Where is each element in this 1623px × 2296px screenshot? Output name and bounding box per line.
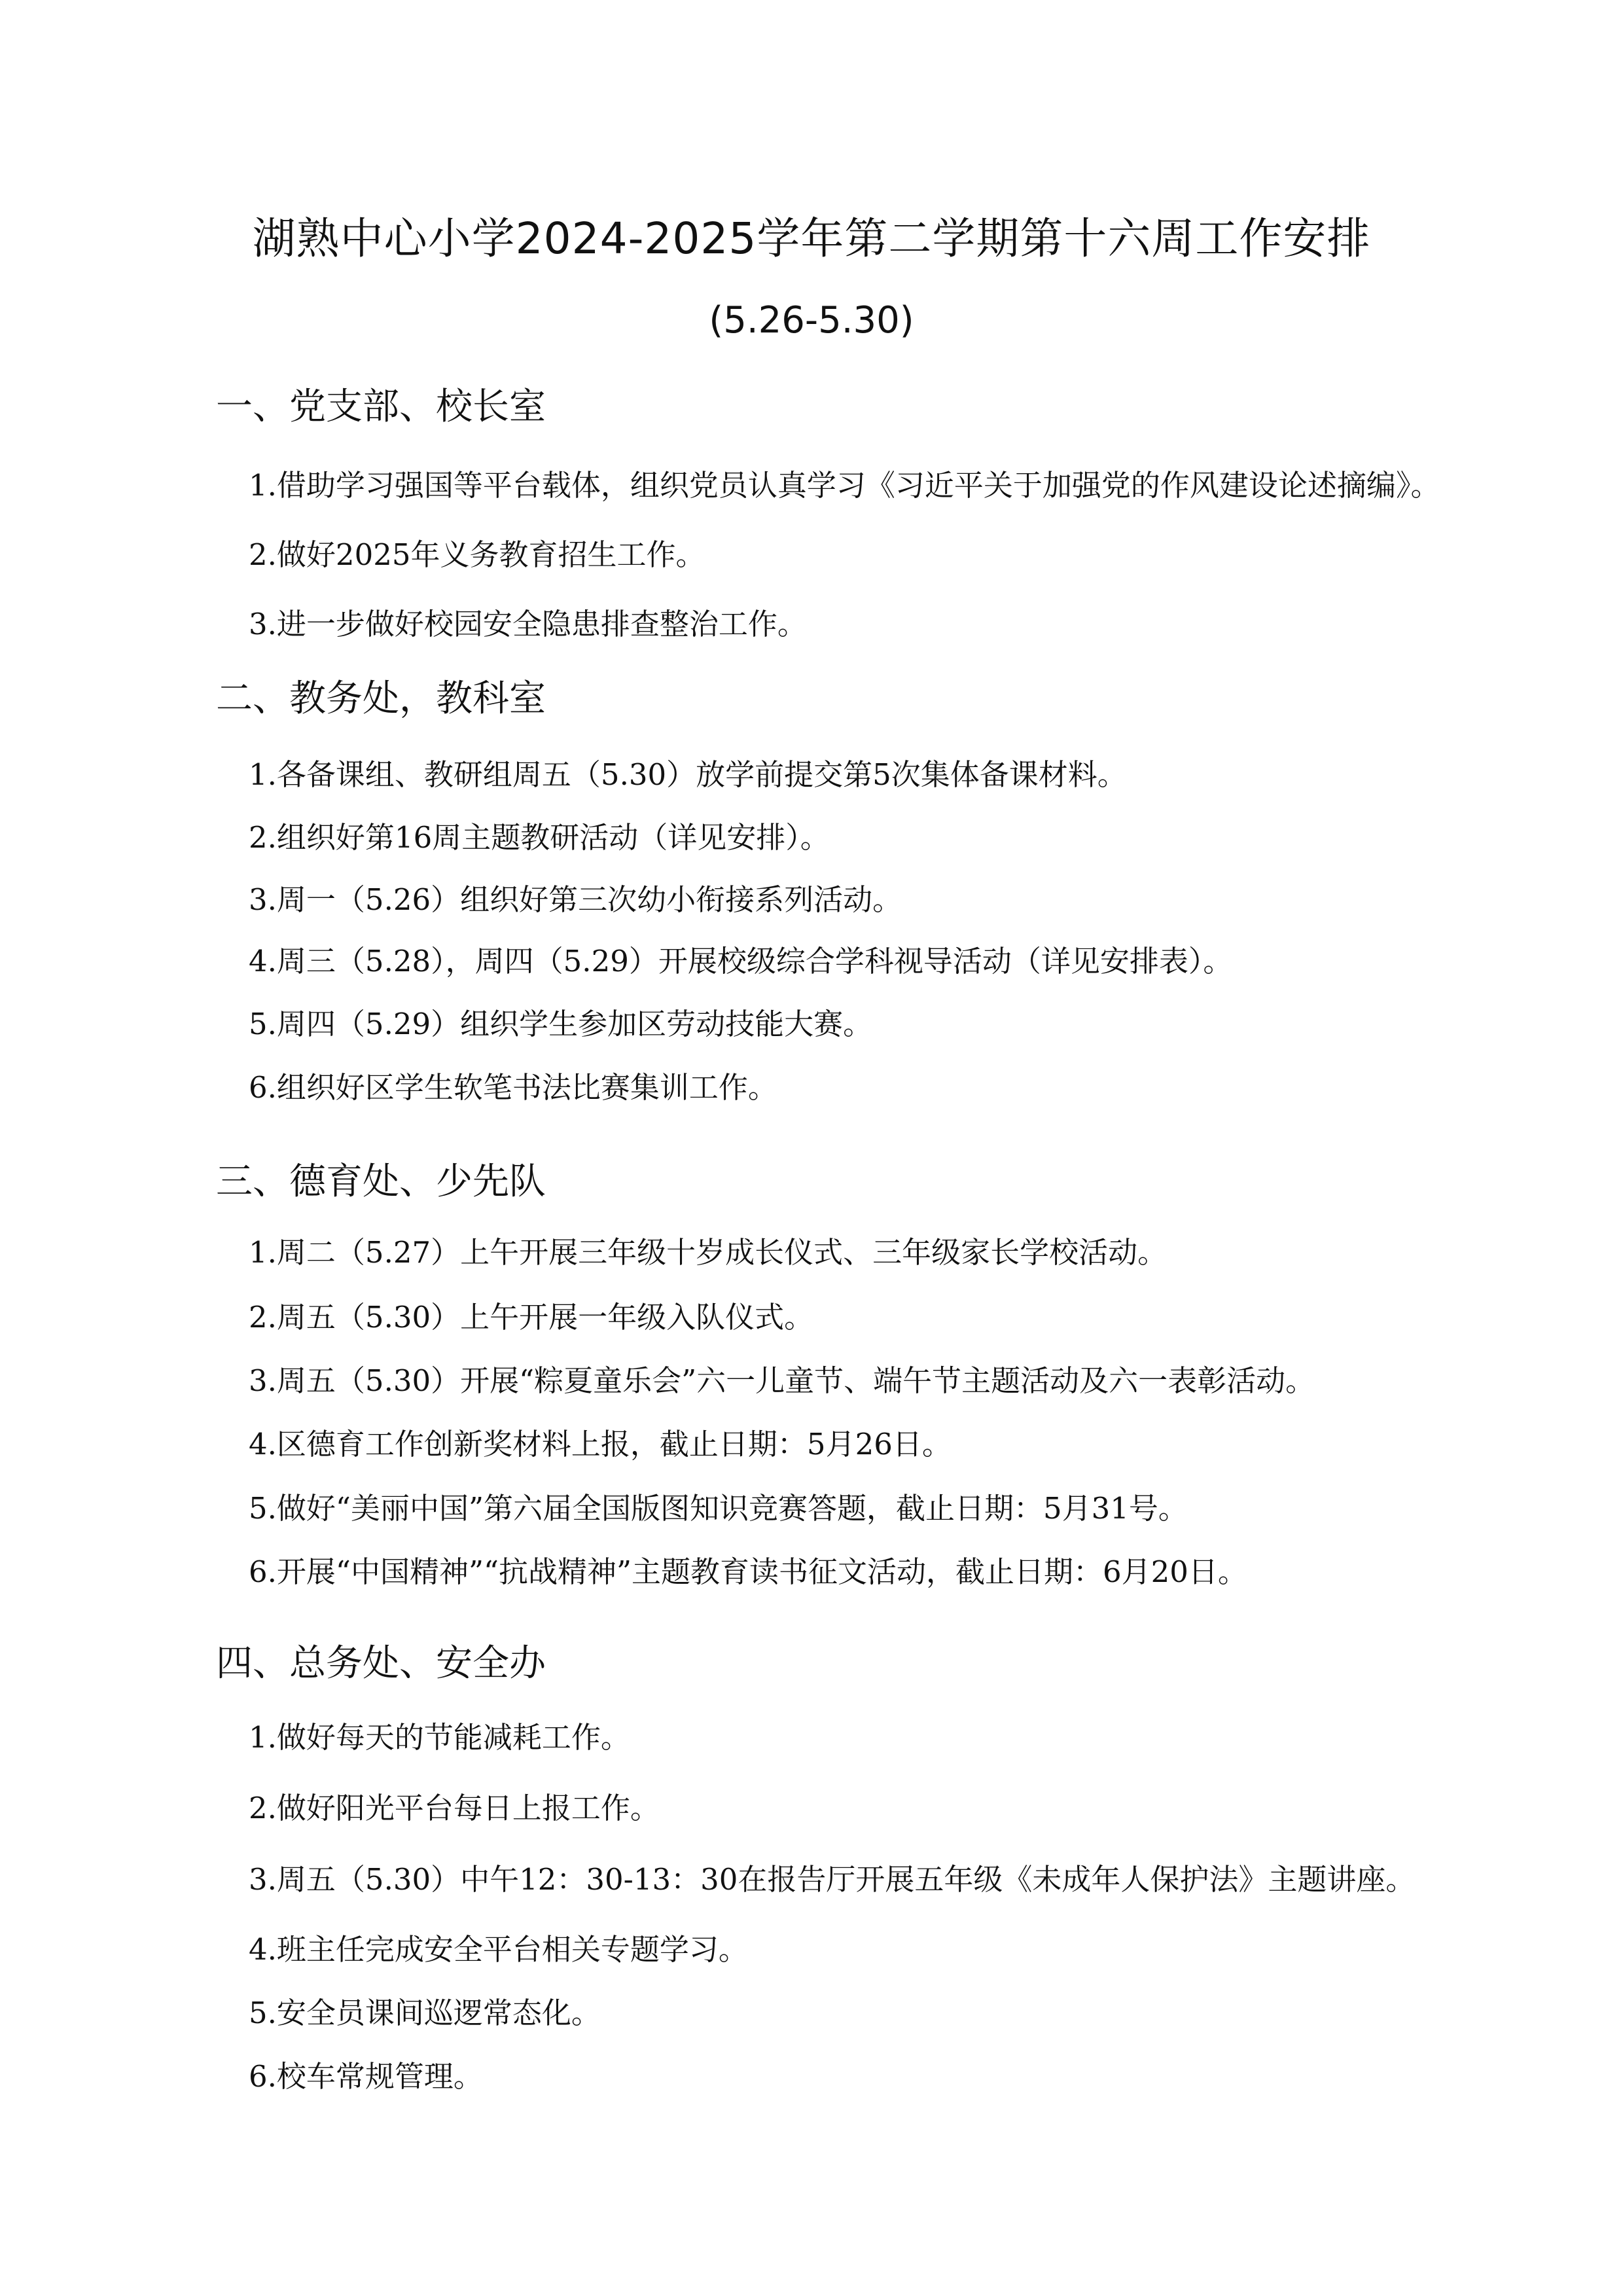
list-item: 3.周一（5.26）组织好第三次幼小衔接系列活动。 xyxy=(249,882,902,917)
list-item: 4.周三（5.28），周四（5.29）开展校级综合学科视导活动（详见安排表）。 xyxy=(249,944,1233,978)
page-subtitle-date-range: (5.26-5.30) xyxy=(709,299,914,342)
list-item: 1.各备课组、教研组周五（5.30）放学前提交第5次集体备课材料。 xyxy=(249,757,1127,792)
list-item: 4.区德育工作创新奖材料上报，截止日期：5月26日。 xyxy=(249,1427,952,1462)
list-item: 2.组织好第16周主题教研活动（详见安排）。 xyxy=(249,820,830,855)
list-item: 6.组织好区学生软笔书法比赛集训工作。 xyxy=(249,1070,777,1105)
list-item: 2.周五（5.30）上午开展一年级入队仪式。 xyxy=(249,1300,814,1335)
list-item: 2.做好阳光平台每日上报工作。 xyxy=(249,1791,660,1825)
section-heading: 一、党支部、校长室 xyxy=(216,386,546,428)
page-title: 湖熟中心小学2024-2025学年第二学期第十六周工作安排 xyxy=(252,213,1371,264)
list-item: 6.校车常规管理。 xyxy=(249,2059,483,2094)
list-item: 1.借助学习强国等平台载体，组织党员认真学习《习近平关于加强党的作风建设论述摘编》。 xyxy=(249,468,1440,503)
list-item: 6.开展“中国精神”“抗战精神”主题教育读书征文活动，截止日期：6月20日。 xyxy=(249,1554,1247,1589)
list-item: 5.安全员课间巡逻常态化。 xyxy=(249,1996,601,2030)
list-item: 1.做好每天的节能减耗工作。 xyxy=(249,1720,630,1755)
list-item: 1.周二（5.27）上午开展三年级十岁成长仪式、三年级家长学校活动。 xyxy=(249,1235,1168,1270)
list-item: 3.周五（5.30）开展“粽夏童乐会”六一儿童节、端午节主题活动及六一表彰活动。 xyxy=(249,1363,1315,1398)
section-heading: 二、教务处，教科室 xyxy=(216,677,546,720)
list-item: 5.周四（5.29）组织学生参加区劳动技能大赛。 xyxy=(249,1007,873,1041)
list-item: 3.进一步做好校园安全隐患排查整治工作。 xyxy=(249,607,807,641)
list-item: 5.做好“美丽中国”第六届全国版图知识竞赛答题，截止日期：5月31号。 xyxy=(249,1491,1188,1526)
list-item: 4.班主任完成安全平台相关专题学习。 xyxy=(249,1932,748,1967)
list-item: 2.做好2025年义务教育招生工作。 xyxy=(249,537,705,572)
list-item: 3.周五（5.30）中午12：30-13：30在报告厅开展五年级《未成年人保护法》主题讲座。 xyxy=(249,1862,1416,1897)
section-heading: 四、总务处、安全办 xyxy=(216,1642,546,1685)
section-heading: 三、德育处、少先队 xyxy=(216,1160,546,1203)
